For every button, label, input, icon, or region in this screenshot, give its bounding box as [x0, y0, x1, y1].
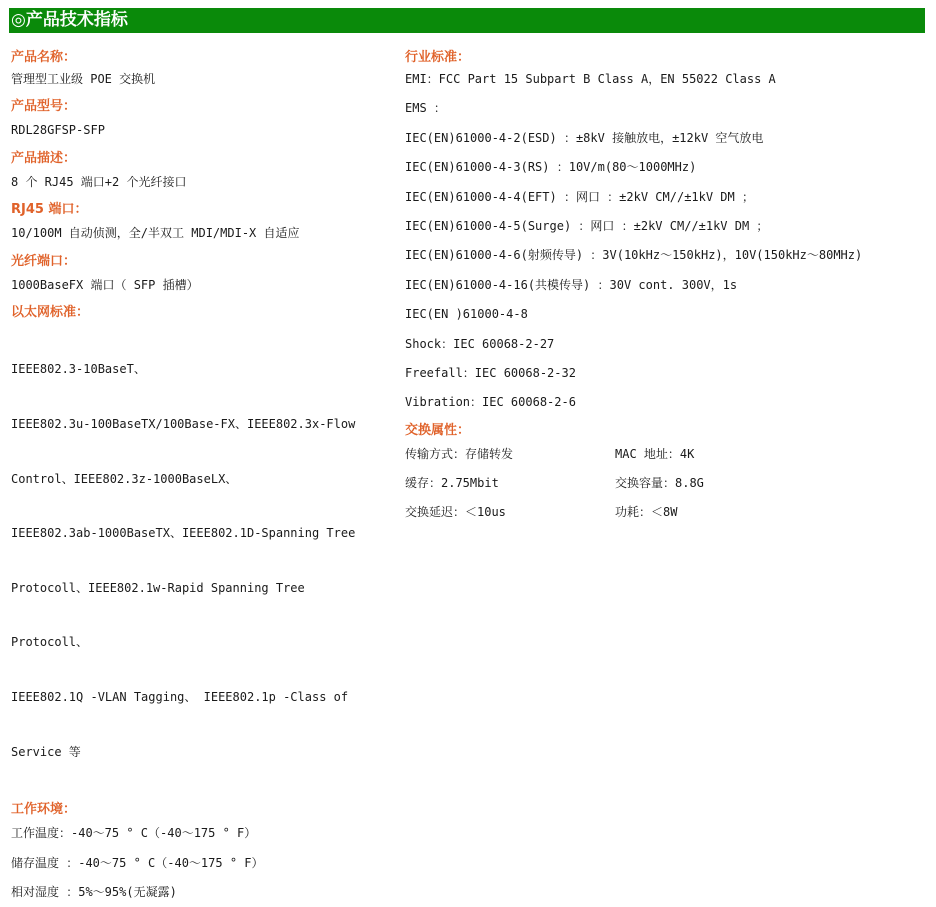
relative-humidity: 相对湿度 ：5%～95%(无凝露) [11, 885, 177, 900]
industry-standard-row: IEC(EN)61000-4-5(Surge) ：网口 ：±2kV CM//±1kV DM ； [405, 218, 769, 233]
product-name-label: 产品名称： [11, 50, 77, 65]
ethernet-standard-line: Service 等 [11, 744, 81, 759]
industry-standard-row: Vibration：IEC 60068-2-6 [405, 395, 576, 410]
right-column [405, 36, 925, 528]
power-consumption: 功耗：＜8W [615, 505, 678, 520]
transfer-mode: 传输方式：存储转发 [405, 446, 514, 461]
ethernet-standard-line: Protocoll、 [11, 635, 89, 650]
section-title-banner: ◎产品技术指标 [9, 8, 925, 33]
industry-standard-row: IEC(EN)61000-4-4(EFT) ：网口 ：±2kV CM//±1kV DM ； [405, 189, 754, 204]
switching-latency: 交换延迟：＜10us [405, 505, 506, 520]
ethernet-standard-line: IEEE802.3ab-1000BaseTX、IEEE802.1D-Spanning Tree [11, 526, 356, 541]
storage-temperature: 储存温度 ：-40～75 ° C（-40～175 ° F） [11, 855, 264, 870]
industry-standard-row: IEC(EN)61000-4-16(共模传导) ：30V cont. 300V，1s [405, 277, 738, 292]
product-name-value: 管理型工业级 POE 交换机 [11, 72, 156, 86]
industry-standard-row: Shock：IEC 60068-2-27 [405, 336, 555, 351]
industry-standard-row: Freefall：IEC 60068-2-32 [405, 365, 576, 380]
switching-capacity: 交换容量：8.8G [615, 476, 704, 491]
industry-standard-row: EMS ： [405, 101, 446, 116]
fiber-port-label: 光纤端口： [11, 253, 77, 269]
industry-standard-row: IEC(EN )61000-4-8 [405, 307, 528, 322]
product-description-label: 产品描述： [11, 150, 77, 166]
buffer-size: 缓存：2.75Mbit [405, 476, 499, 491]
environment-label: 工作环境： [11, 802, 77, 818]
industry-standard-row: IEC(EN)61000-4-2(ESD) ：±8kV 接触放电，±12kV 空气放电 [405, 130, 764, 145]
ethernet-standard-line: IEEE802.1Q -VLAN Tagging、 IEEE802.1p -Class of [11, 690, 349, 705]
industry-standard-row: IEC(EN)61000-4-3(RS) ：10V/m(80～1000MHz) [405, 160, 697, 175]
product-description-value: 8 个 RJ45 端口+2 个光纤接口 [11, 174, 187, 189]
ethernet-standard-line: Protocoll、IEEE802.1w-Rapid Spanning Tree [11, 580, 305, 595]
product-model-value: RDL28GFSP-SFP [11, 123, 105, 138]
left-column [11, 36, 386, 907]
operating-temperature: 工作温度：-40～75 ° C（-40～175 ° F） [11, 826, 257, 841]
ethernet-standard-line: Control、IEEE802.3z-1000BaseLX、 [11, 471, 238, 486]
ethernet-standard-list [11, 322, 386, 797]
mac-address-table: MAC 地址：4K [615, 446, 695, 461]
rj45-port-label: RJ45 端口： [11, 202, 88, 218]
product-model-label: 产品型号： [11, 99, 77, 115]
switch-attributes-table [405, 440, 925, 528]
industry-standard-row: EMI：FCC Part 15 Subpart B Class A，EN 55022 Class A [405, 72, 776, 86]
rj45-port-value: 10/100M 自动侦测，全/半双工 MDI/MDI-X 自适应 [11, 226, 300, 241]
ethernet-standard-line: IEEE802.3u-100BaseTX/100Base-FX、IEEE802.3x-Flow [11, 416, 356, 431]
industry-standard-label: 行业标准： [405, 50, 471, 65]
industry-standard-row: IEC(EN)61000-4-6(射频传导) ：3V(10kHz～150kHz)，10V(150kHz～80MHz) [405, 248, 863, 263]
ethernet-standard-label: 以太网标准： [11, 304, 90, 320]
switch-attributes-label: 交换属性： [405, 422, 471, 438]
fiber-port-value: 1000BaseFX 端口（ SFP 插槽） [11, 277, 199, 292]
ethernet-standard-line: IEEE802.3-10BaseT、 [11, 362, 146, 377]
